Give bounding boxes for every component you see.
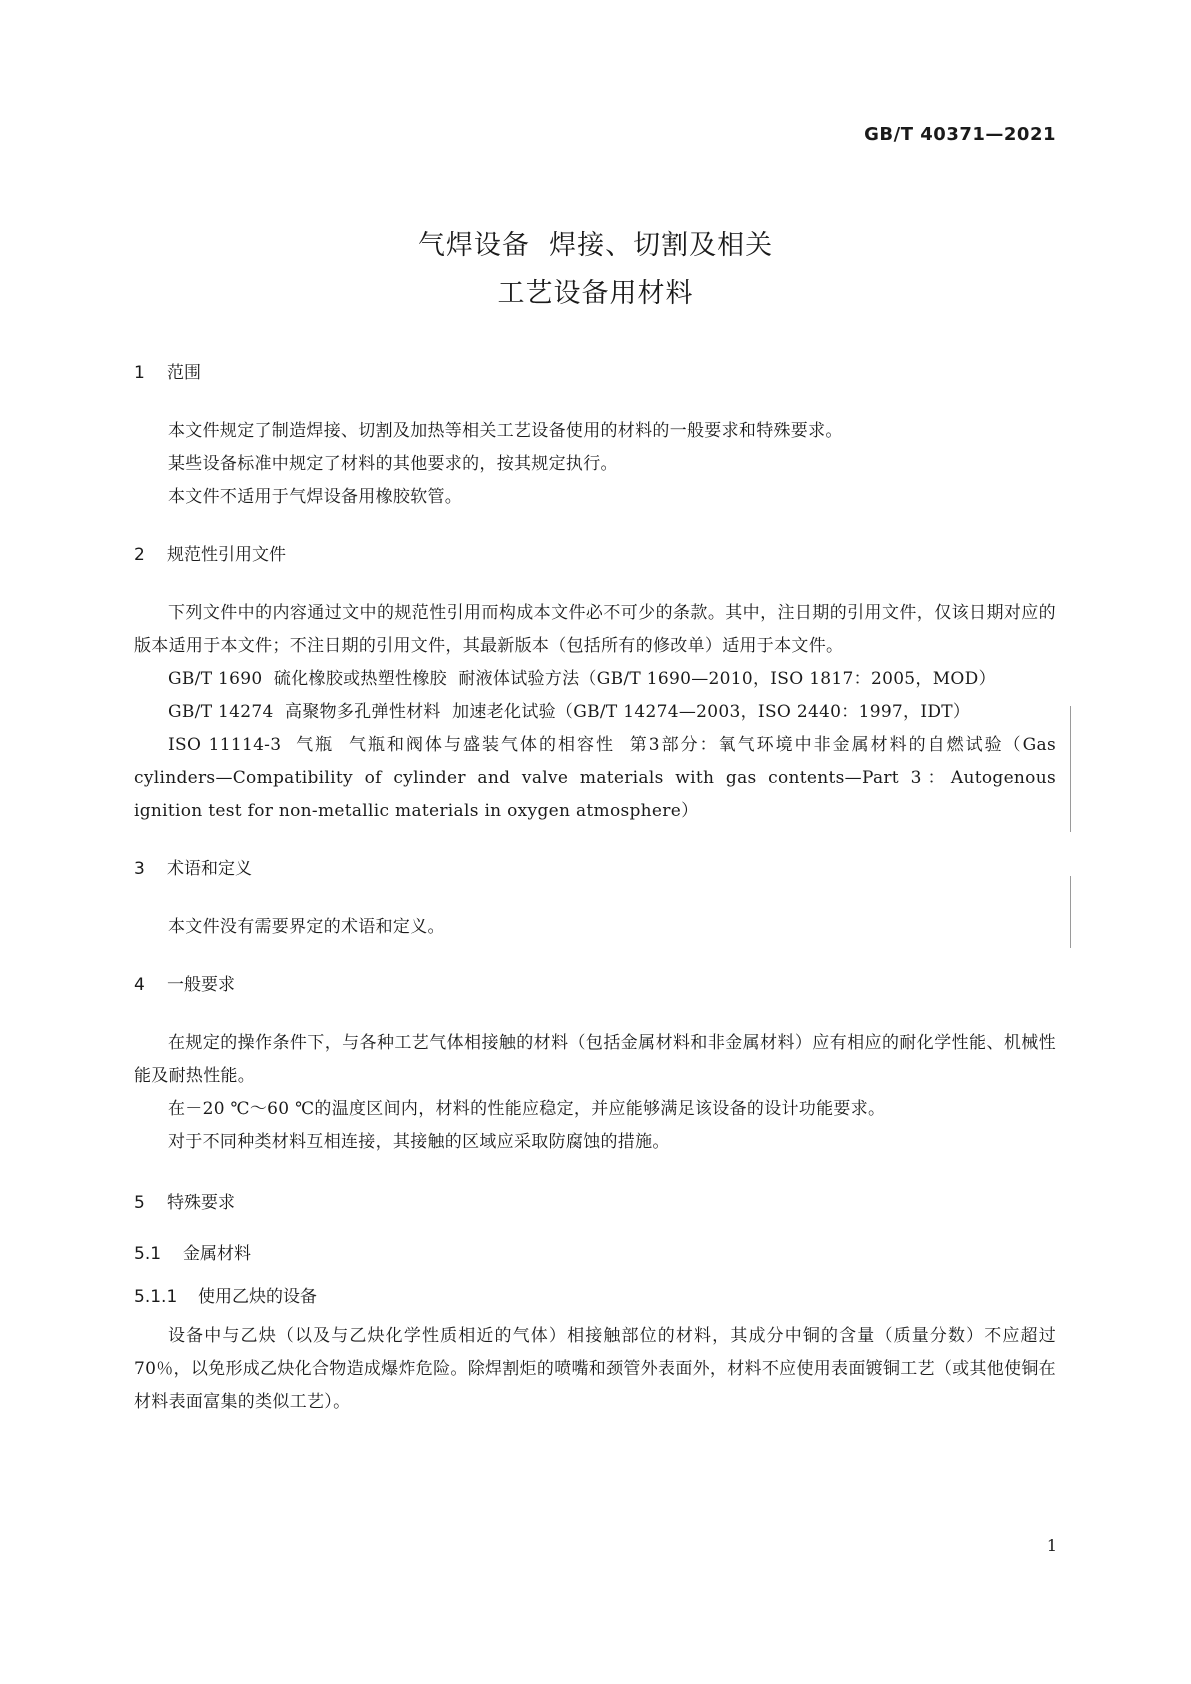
- document-title: [0, 222, 1191, 318]
- standard-code: GB/T 40371—2021: [864, 124, 1056, 145]
- paragraph: 在－20 ℃～60 ℃的温度区间内，材料的性能应稳定，并应能够满足该设备的设计功能要求。: [168, 1099, 886, 1119]
- reference-entry: GB/T 14274 高聚物多孔弹性材料 加速老化试验（GB/T 14274—2003，ISO 2440：1997，IDT）: [168, 702, 971, 722]
- section-title: 一般要求: [167, 975, 235, 995]
- section-heading-special-requirements: [134, 1190, 1056, 1216]
- section-number: 4: [134, 975, 145, 995]
- subsection-number: 5.1: [134, 1244, 162, 1264]
- section-heading-normative-references: [134, 542, 1056, 568]
- section-title: 术语和定义: [167, 859, 252, 879]
- section-title: 特殊要求: [167, 1193, 235, 1213]
- paragraph: 下列文件中的内容通过文中的规范性引用而构成本文件必不可少的条款。其中，注日期的引用文件，仅该日期对应的版本适用于本文件；不注日期的引用文件，其最新版本（包括所有的修改单）适用于本文件。: [134, 603, 1056, 656]
- paragraph: 在规定的操作条件下，与各种工艺气体相接触的材料（包括金属材料和非金属材料）应有相应的耐化学性能、机械性能及耐热性能。: [134, 1033, 1056, 1086]
- subsubsection-number: 5.1.1: [134, 1287, 178, 1307]
- section-number: 5: [134, 1193, 145, 1213]
- subsection-heading-metal-materials: [134, 1241, 1056, 1267]
- paragraph: 某些设备标准中规定了材料的其他要求的，按其规定执行。: [168, 454, 618, 474]
- revision-margin-line: [1070, 706, 1071, 832]
- subsection-title: 金属材料: [183, 1244, 251, 1264]
- section-title: 规范性引用文件: [167, 545, 286, 565]
- paragraph: 对于不同种类材料互相连接，其接触的区域应采取防腐蚀的措施。: [168, 1132, 670, 1152]
- reference-entry: ISO 11114-3 气瓶 气瓶和阀体与盛装气体的相容性 第3部分：氧气环境中非金属材料的自燃试验（Gas cylinders—Compatibility of cylinder and valve materials with gas contents—Part 3：Autogenous ignition test for non-metallic materials in oxygen atmosphere）: [134, 735, 1062, 821]
- reference-entry: GB/T 1690 硫化橡胶或热塑性橡胶 耐液体试验方法（GB/T 1690—2010，ISO 1817：2005，MOD）: [168, 669, 996, 689]
- paragraph: 本文件不适用于气焊设备用橡胶软管。: [168, 487, 463, 507]
- page-number: 1: [1046, 1536, 1057, 1555]
- paragraph: 本文件没有需要界定的术语和定义。: [168, 917, 445, 937]
- section-title: 范围: [167, 363, 201, 383]
- document-title-line-2: 工艺设备用材料: [497, 278, 694, 309]
- section-number: 3: [134, 859, 145, 879]
- section-heading-scope: [134, 360, 1056, 386]
- subsubsection-heading-acetylene-equipment: [134, 1284, 1056, 1310]
- subsubsection-title: 使用乙炔的设备: [198, 1287, 317, 1307]
- document-title-line-1: 气焊设备 焊接、切割及相关: [417, 230, 774, 261]
- revision-margin-line: [1070, 876, 1071, 948]
- paragraph: 本文件规定了制造焊接、切割及加热等相关工艺设备使用的材料的一般要求和特殊要求。: [168, 421, 843, 441]
- paragraph: 设备中与乙炔（以及与乙炔化学性质相近的气体）相接触部位的材料，其成分中铜的含量（质量分数）不应超过70％，以免形成乙炔化合物造成爆炸危险。除焊割炬的喷嘴和颈管外表面外，材料不应使用表面镀铜工艺（或其他使铜在材料表面富集的类似工艺）。: [134, 1326, 1056, 1412]
- section-heading-general-requirements: [134, 972, 1056, 998]
- document-body: [134, 360, 1062, 1419]
- section-number: 2: [134, 545, 145, 565]
- section-heading-terms-definitions: [134, 856, 1056, 882]
- section-number: 1: [134, 363, 145, 383]
